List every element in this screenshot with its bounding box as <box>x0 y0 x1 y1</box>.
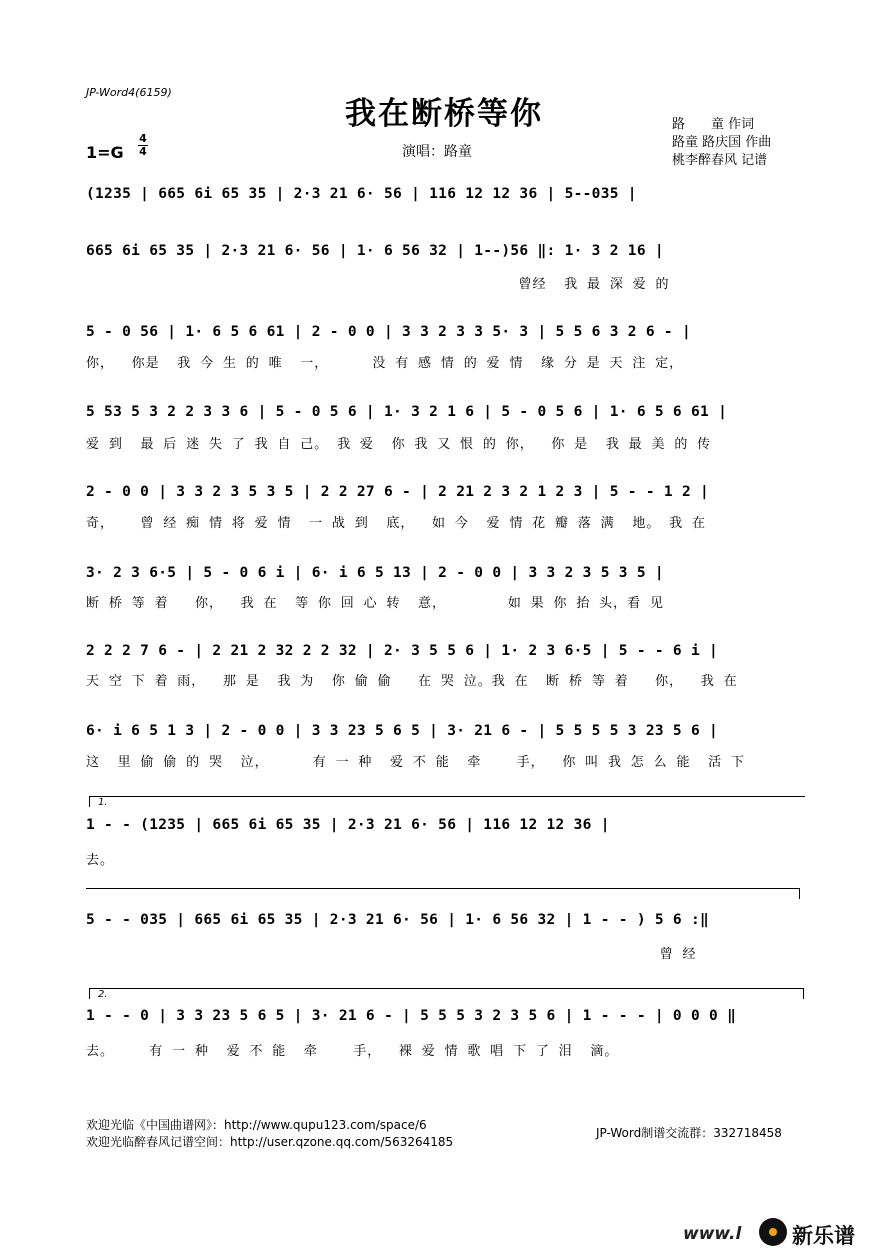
music-line-1: (1235 | 665 6i 65 35 | 2·3 21 6· 56 | 116 12 12 36 | 5--035 | <box>86 186 637 202</box>
software-version: JP-Word4(6159) <box>86 86 172 99</box>
music-line-4: 5 53 5 3 2 2 3 3 6 | 5 - 0 5 6 | 1· 3 2 1 6 | 5 - 0 5 6 | 1· 6 5 6 61 | <box>86 404 728 420</box>
credit-lyricist: 路 童 作词 <box>672 117 755 132</box>
song-title: 我在断桥等你 <box>345 96 543 132</box>
key-signature: 1=G <box>86 143 124 162</box>
music-line-3: 5 - 0 56 | 1· 6 5 6 61 | 2 - 0 0 | 3 3 2 3 3 5· 3 | 5 5 6 3 2 6 - | <box>86 324 691 340</box>
lyric-line-2: 曾经 我 最 深 爱 的 <box>86 277 670 292</box>
time-signature-top: 4 <box>139 132 147 145</box>
first-ending-label: 1. <box>98 797 108 808</box>
footer-qq-group: JP-Word制谱交流群：332718458 <box>596 1126 782 1140</box>
lyric-line-6: 断 桥 等 着 你， 我 在 等 你 回 心 转 意， 如 果 你 抬 头，看 见 <box>86 596 664 611</box>
time-signature-bottom: 4 <box>139 145 147 158</box>
music-line-10: 5 - - 035 | 665 6i 65 35 | 2·3 21 6· 56 | 1· 6 56 32 | 1 - - ) 5 6 :‖ <box>86 912 710 928</box>
watermark-url: www.l <box>683 1224 742 1244</box>
singer: 演唱：路童 <box>402 144 472 160</box>
music-line-5: 2 - 0 0 | 3 3 2 3 5 3 5 | 2 2 27 6 - | 2 21 2 3 2 1 2 3 | 5 - - 1 2 | <box>86 484 710 500</box>
music-line-9: 1 - - (1235 | 665 6i 65 35 | 2·3 21 6· 56 | 116 12 12 36 | <box>86 817 610 833</box>
music-line-6: 3· 2 3 6·5 | 5 - 0 6 i | 6· i 6 5 13 | 2 - 0 0 | 3 3 2 3 5 3 5 | <box>86 565 664 581</box>
footer-link-qzone[interactable]: 欢迎光临醉春风记谱空间：http://user.qzone.qq.com/563264185 <box>86 1135 454 1149</box>
lyric-line-4: 爱 到 最 后 迷 失 了 我 自 己。 我 爱 你 我 又 恨 的 你， 你 是 我 最 美 的 传 <box>86 437 712 452</box>
record-disc-icon <box>759 1218 787 1246</box>
music-line-11: 1 - - 0 | 3 3 23 5 6 5 | 3· 21 6 - | 5 5 5 3 2 3 5 6 | 1 - - - | 0 0 0 ‖ <box>86 1008 737 1024</box>
lyric-line-11: 去。 有 一 种 爱 不 能 牵 手， 裸 爱 情 歌 唱 下 了 泪 滴。 <box>86 1044 619 1059</box>
lyric-line-10: 曾 经 <box>86 947 697 962</box>
time-signature <box>138 133 148 158</box>
first-ending-bracket <box>89 796 805 807</box>
music-line-2: 665 6i 65 35 | 2·3 21 6· 56 | 1· 6 56 32 | 1--)56 ‖: 1· 3 2 16 | <box>86 243 664 259</box>
credit-composer: 路童 路庆国 作曲 <box>672 135 772 150</box>
second-ending-label: 2. <box>98 989 108 1000</box>
watermark-brand: 新乐谱 <box>792 1224 855 1248</box>
footer-link-qupu[interactable]: 欢迎光临《中国曲谱网》：http://www.qupu123.com/space/6 <box>86 1118 427 1132</box>
music-line-8: 6· i 6 5 1 3 | 2 - 0 0 | 3 3 23 5 6 5 | 3· 21 6 - | 5 5 5 5 3 23 5 6 | <box>86 723 719 739</box>
lyric-line-9: 去。 <box>86 853 115 868</box>
lyric-line-3: 你， 你是 我 今 生 的 唯 一， 没 有 感 情 的 爱 情 缘 分 是 天 注 定， <box>86 356 684 371</box>
second-ending-bracket <box>89 988 804 999</box>
first-ending-continuation <box>86 888 800 899</box>
lyric-line-5: 奇， 曾 经 痴 情 将 爱 情 一 战 到 底， 如 今 爱 情 花 瓣 落 满 地。 我 在 <box>86 516 706 531</box>
lyric-line-8: 这 里 偷 偷 的 哭 泣， 有 一 种 爱 不 能 牵 手， 你 叫 我 怎 么 能 活 下 <box>86 755 745 770</box>
lyric-line-7: 天 空 下 着 雨， 那 是 我 为 你 偷 偷 在 哭 泣。我 在 断 桥 等 着 你， 我 在 <box>86 674 738 689</box>
music-line-7: 2 2 2 7 6 - | 2 21 2 32 2 2 32 | 2· 3 5 5 6 | 1· 2 3 6·5 | 5 - - 6 i | <box>86 643 719 659</box>
credit-transcriber: 桃李醉春风 记谱 <box>672 153 768 168</box>
